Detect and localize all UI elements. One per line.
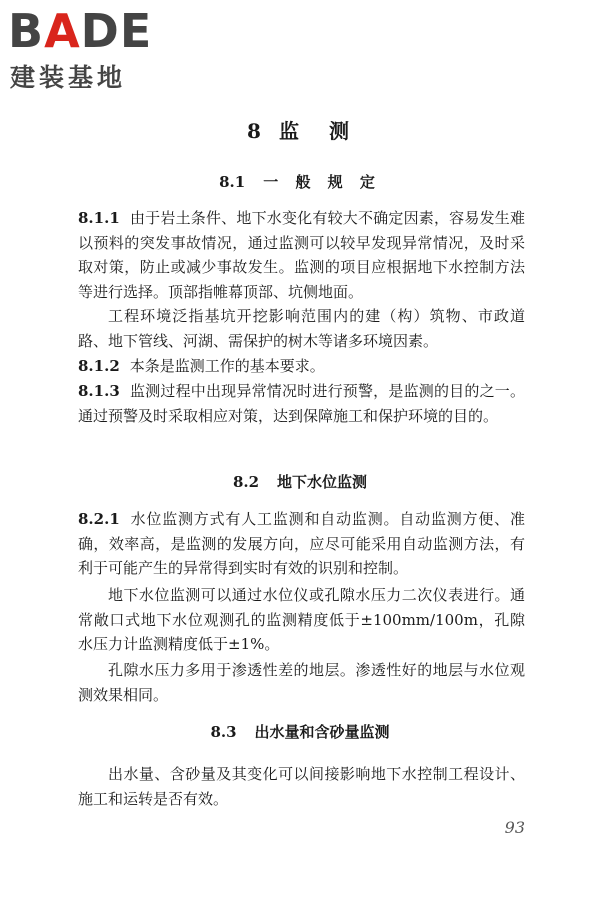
- clause-8-1-1: 8.1.1 由于岩土条件、地下水变化有较大不确定因素，容易发生难以预料的突发事故情况，通过监测可以较早发现异常情况，及时采取对策，防止或减少事故发生。监测的项目应根据地下水控制方法等进行选择。顶部指帷幕顶部、坑侧地面。: [78, 209, 525, 301]
- logo-wordmark: BADE: [8, 4, 153, 58]
- chapter-number: 8: [247, 119, 265, 143]
- section-heading-8-2: 8.2 地下水位监测: [232, 473, 368, 491]
- clause-8-1-3: 8.1.3 监测过程中出现异常情况时进行预警，是监测的目的之一。通过预警及时采取相应对策，达到保障施工和保护环境的目的。: [78, 382, 525, 425]
- paragraph-8-3: 出水量、含砂量及其变化可以间接影响地下水控制工程设计、施工和运转是否有效。: [78, 765, 525, 808]
- paragraph-8-1-1-b: 工程环境泛指基坑开挖影响范围内的建（构）筑物、市政道路、地下管线、河湖、需保护的树木等诸多环境因素。: [78, 307, 525, 350]
- clause-8-1-2: 8.1.2 本条是监测工作的基本要求。: [78, 357, 325, 375]
- section-heading-8-1: 8.1 一 般 规 定: [219, 173, 381, 191]
- chapter-title: 8 监 测: [247, 119, 353, 143]
- logo-subtitle: 建装基地: [10, 63, 127, 92]
- paragraph-8-2-1-b: 地下水位监测可以通过水位仪或孔隙水压力二次仪表进行。通常敞口式地下水位观测孔的监测精度低于±100mm/100m，孔隙水压力计监测精度低于±1%。: [78, 586, 525, 653]
- bade-logo: [6, 6, 176, 94]
- clause-8-2-1: 8.2.1 水位监测方式有人工监测和自动监测。自动监测方便、准确，效率高，是监测的发展方向，应尽可能采用自动监测方法，有利于可能产生的异常得到实时有效的识别和控制。: [78, 510, 525, 577]
- paragraph-8-2-1-c: 孔隙水压力多用于渗透性差的地层。渗透性好的地层与水位观测效果相同。: [78, 661, 525, 704]
- section-heading-8-3: 8.3 出水量和含砂量监测: [210, 723, 390, 741]
- page-number: 93: [504, 818, 525, 837]
